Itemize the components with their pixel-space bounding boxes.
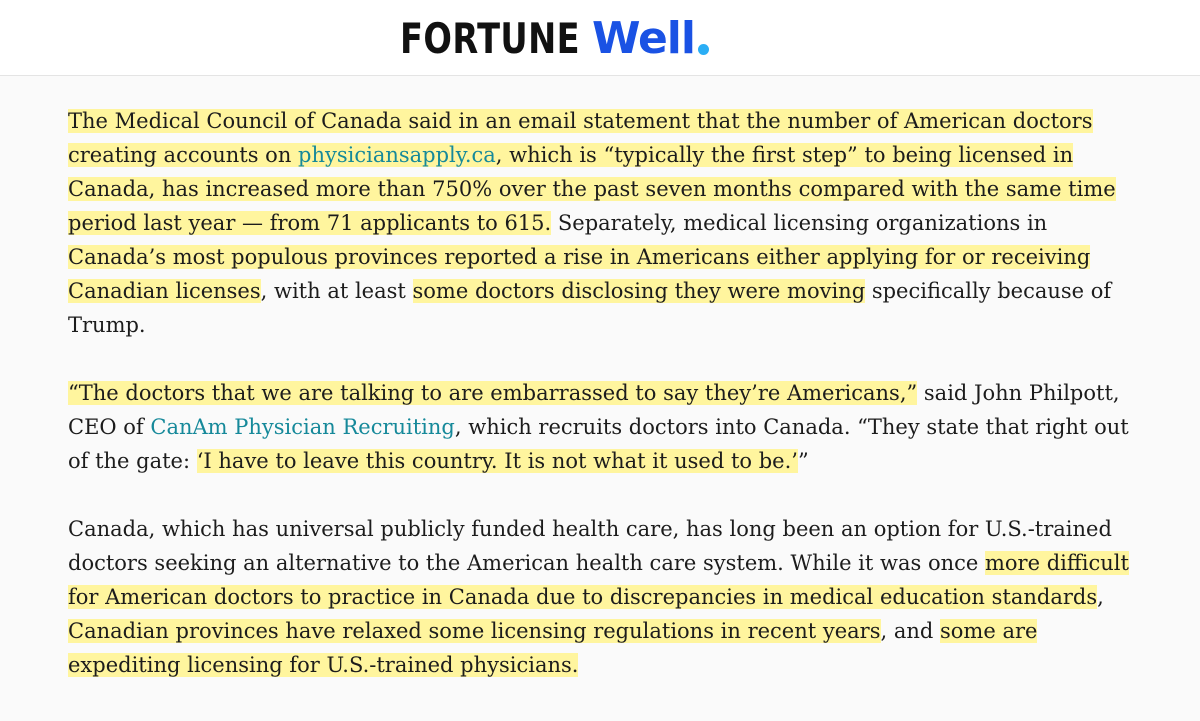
article-area	[0, 76, 1200, 721]
highlight-8: some are expediting licensing for U.S.-trained physicians.	[68, 619, 1038, 677]
highlight-2: Canada’s most populous provinces reported a rise in Americans either applying for or receiving Canadian licenses	[68, 245, 1091, 303]
text-span: , which recruits doctors into Canada. “They state that right out of the gate:	[68, 415, 1129, 473]
logo-fortune-text: FORTUNE	[400, 13, 580, 63]
article-body	[68, 104, 1148, 716]
highlight-3: some doctors disclosing they were moving	[412, 279, 866, 303]
paragraph-1	[68, 104, 1148, 342]
logo-well-text: Well	[592, 12, 695, 64]
fortune-well-logo[interactable]	[400, 6, 709, 70]
physiciansapply-link[interactable]: physiciansapply.ca	[298, 143, 496, 167]
highlight-5: ‘I have to leave this country. It is not what it used to be.’	[196, 449, 798, 473]
text-span: , which is “typically the first step” to being licensed in Canada, has increased more than 750% over the past seven months compared with the same time period last year — from 71 applicants to 615.	[68, 143, 1116, 235]
canam-recruiting-link[interactable]: CanAm Physician Recruiting	[150, 415, 455, 439]
highlight-7: Canadian provinces have relaxed some licensing regulations in recent years	[68, 619, 881, 643]
text-span: The Medical Council of Canada said in an email statement that the number of American doctors creating accounts on	[68, 109, 1093, 167]
text-span: specifically because of Trump.	[68, 279, 1112, 337]
site-header	[0, 0, 1200, 76]
paragraph-3	[68, 512, 1148, 682]
highlight-4: “The doctors that we are talking to are embarrassed to say they’re Americans,”	[68, 381, 918, 405]
logo-dot-icon	[698, 44, 709, 55]
text-span: , and	[880, 619, 941, 643]
paragraph-2	[68, 376, 1148, 478]
highlight-6: more difficult for American doctors to practice in Canada due to discrepancies in medical education standards	[68, 551, 1129, 609]
text-span: , with at least	[260, 279, 413, 303]
text-span: said John Philpott, CEO of	[68, 381, 1120, 439]
text-span: Canada, which has universal publicly funded health care, has long been an option for U.S.-trained doctors seeking an alternative to the American health care system. While it was once	[68, 517, 1112, 575]
text-span: Separately, medical licensing organizations in	[551, 211, 1048, 235]
text-span: ”	[797, 449, 809, 473]
text-span: ,	[1097, 585, 1104, 609]
